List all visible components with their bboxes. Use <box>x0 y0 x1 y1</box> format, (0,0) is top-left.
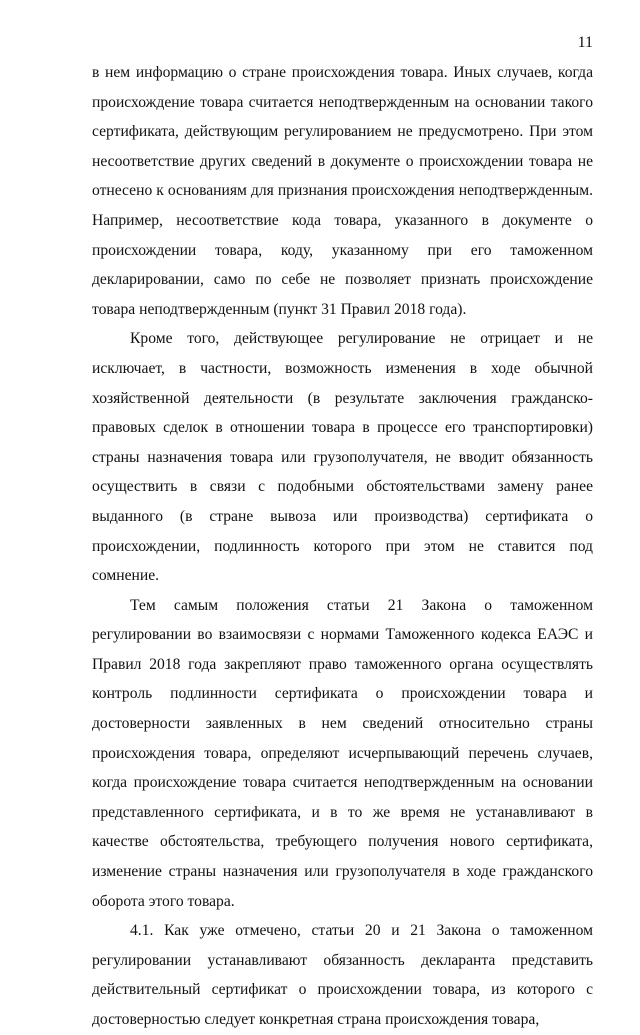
document-body <box>92 58 593 1035</box>
paragraph-1: в нем информацию о стране происхождения товара. Иных случаев, когда происхождение товара считается неподтвержденным на основании такого сертификата, действующим регулированием не предусмотрено. При этом несоответствие других сведений в документе о происхождении товара не отнесено к основаниям для признания происхождения неподтвержденным. Например, несоответствие кода товара, указанного в документе о происхождении товара, коду, указанному при его таможенном декларировании, само по себе не позволяет признать происхождение товара неподтвержденным (пункт 31 Правил 2018 года). <box>92 64 593 318</box>
paragraph-3: Тем самым положения статьи 21 Закона о таможенном регулировании во взаимосвязи с нормами Таможенного кодекса ЕАЭС и Правил 2018 года закрепляют право таможенного органа осуществлять контроль подлинности сертификата о происхождении товара и достоверности заявленных в нем сведений относительно страны происхождения товара, определяют исчерпывающий перечень случаев, когда происхождение товара считается неподтвержденным на основании представленного сертификата, и в то же время не устанавливают в качестве обстоятельства, требующего получения нового сертификата, изменение страны назначения или грузополучателя в ходе гражданского оборота этого товара. <box>92 596 593 910</box>
paragraph-2: Кроме того, действующее регулирование не отрицает и не исключает, в частности, возможность изменения в ходе обычной хозяйственной деятельности (в результате заключения гражданско-правовых сделок в отношении товара в процессе его транспортировки) страны назначения товара или грузополучателя, не вводит обязанность осуществить в связи с подобными обстоятельствами замену ранее выданного (в стране вывоза или производства) сертификата о происхождении, подлинность которого при этом не ставится под сомнение. <box>92 330 593 585</box>
paragraph-4: 4.1. Как уже отмечено, статьи 20 и 21 Закона о таможенном регулировании устанавливают обязанность декларанта представить действительный сертификат о происхождении товара, из которого с достоверностью следует конкретная страна происхождения товара, <box>92 922 593 1028</box>
page-number: 11 <box>577 34 593 51</box>
